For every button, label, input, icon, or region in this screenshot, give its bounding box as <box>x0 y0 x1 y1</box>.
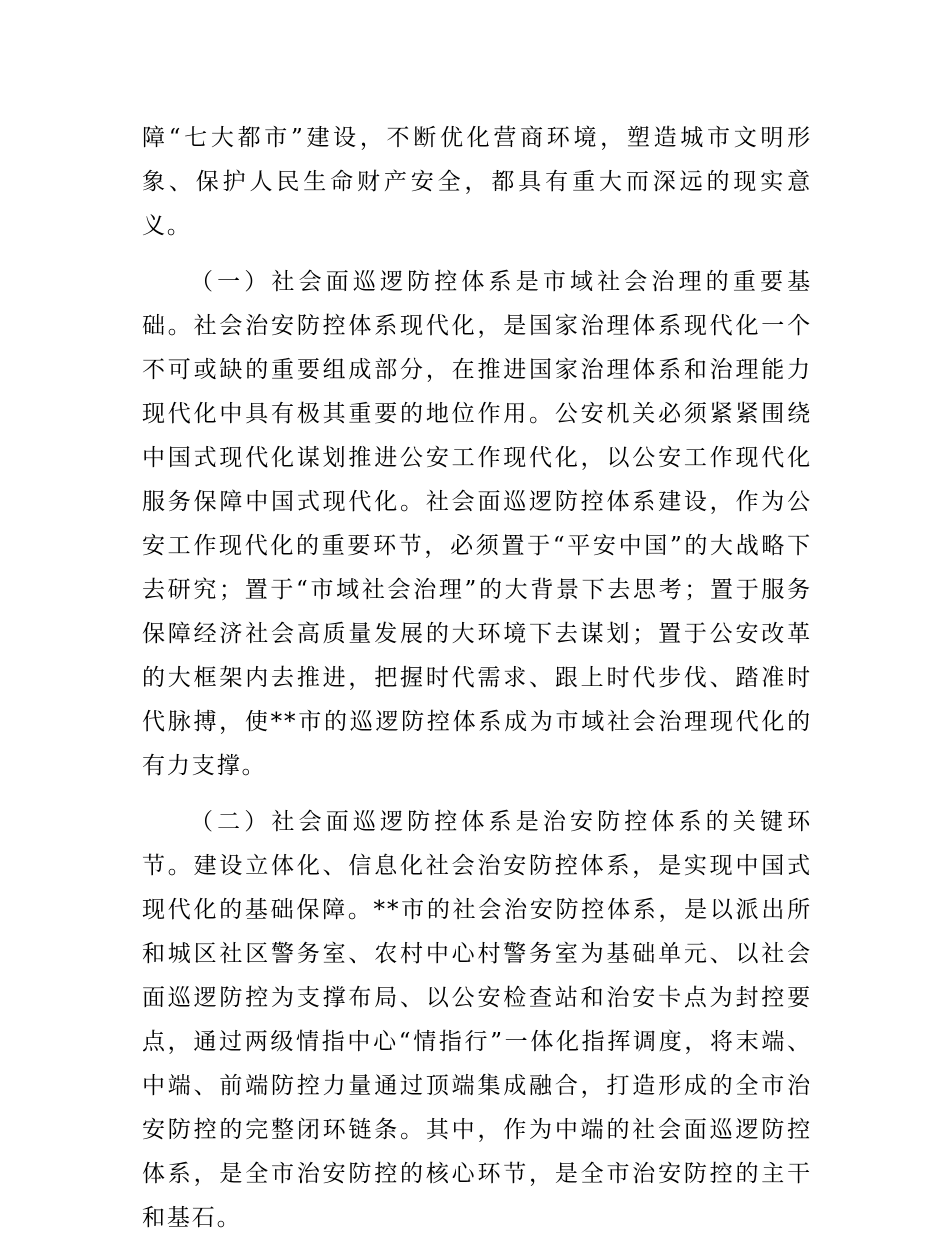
paragraph-section-1 <box>142 260 812 788</box>
paragraph-section-2 <box>142 800 812 1240</box>
paragraph-text: 建设立体化、信息化社会治安防控体系，是实现中国式现代化的基础保障。**市的社会治安防控体系，是以派出所和城区社区警务室、农村中心村警务室为基础单元、以社会面巡逻防控为支撑布局、以公安检查站和治安卡点为封控要点，通过两级情指中心“情指行”一体化指挥调度，将末端、中端、前端防控力量通过顶端集成融合，打造形成的全市治安防控的完整闭环链条。其中，作为中端的社会面巡逻防控体系，是全市治安防控的核心环节，是全市治安防控的主干和基石。 <box>142 853 812 1231</box>
paragraph-text: 障“七大都市”建设，不断优化营商环境，塑造城市文明形象、保护人民生命财产安全，都具有重大而深远的现实意义。 <box>142 125 812 239</box>
document-body <box>142 116 812 1240</box>
section-heading-2: （二）社会面巡逻防控体系是治安防控体系的关键环节。 <box>142 809 812 879</box>
section-heading-1: （一）社会面巡逻防控体系是市域社会治理的重要基础。 <box>142 269 812 339</box>
paragraph-continuation <box>142 116 812 248</box>
paragraph-text: 社会治安防控体系现代化，是国家治理体系现代化一个不可或缺的重要组成部分，在推进国家治理体系和治理能力现代化中具有极其重要的地位作用。公安机关必须紧紧围绕中国式现代化谋划推进公安工作现代化，以公安工作现代化服务保障中国式现代化。社会面巡逻防控体系建设，作为公安工作现代化的重要环节，必须置于“平安中国”的大战略下去研究；置于“市域社会治理”的大背景下去思考；置于服务保障经济社会高质量发展的大环境下去谋划；置于公安改革的大框架内去推进，把握时代需求、跟上时代步伐、踏准时代脉搏，使**市的巡逻防控体系成为市域社会治理现代化的有力支撑。 <box>142 313 812 779</box>
